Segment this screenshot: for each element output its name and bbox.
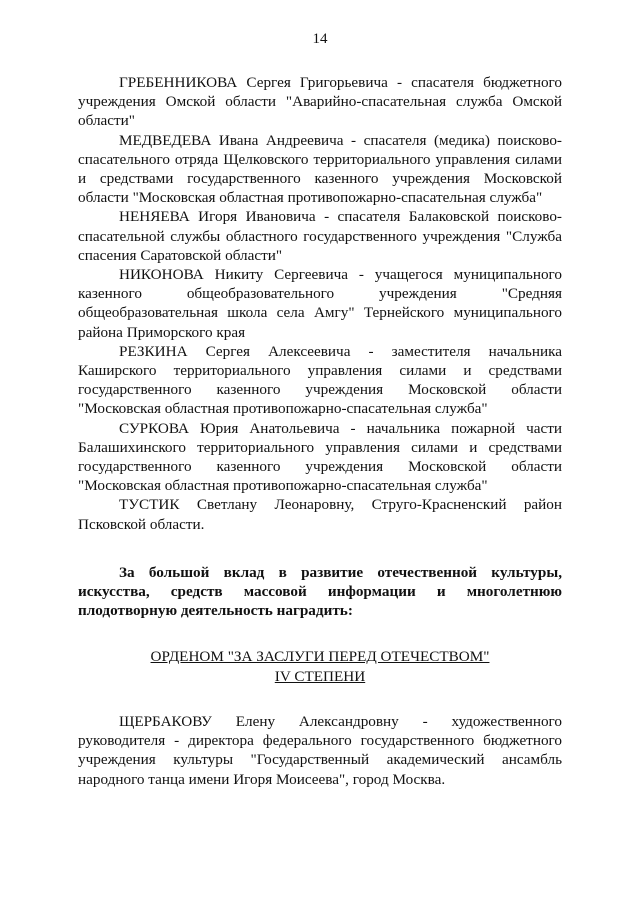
order-heading: [78, 647, 562, 685]
award-entry-tustik: ТУСТИК Светлану Леонаровну, Струго-Красненский район Псковской области.: [78, 496, 562, 533]
section-intro: За большой вклад в развитие отечественной культуры, искусства, средств массовой информации и многолетнюю плодотворную деятельность наградить:: [78, 563, 562, 620]
award-entry-nenyaev: НЕНЯЕВА Игоря Ивановича - спасателя Балаковской поисково-спасательной службы областного государственного учреждения "Служба спасения Саратовской области": [78, 208, 562, 264]
page-number: 14: [312, 31, 328, 47]
award-entry-grebennikov: ГРЕБЕННИКОВА Сергея Григорьевича - спасателя бюджетного учреждения Омской области "Аварийно-спасательная служба Омской области": [78, 74, 562, 130]
document-body: [78, 73, 562, 789]
award-entry-medvedev: МЕДВЕДЕВА Ивана Андреевича - спасателя (медика) поисково-спасательного отряда Щелковского территориального управления силами и средствами государственного казенного учреждения Московской области "Московская областная противопожарно-спасательная служба": [78, 131, 562, 207]
award-entry-nikonov: НИКОНОВА Никиту Сергеевича - учащегося муниципального казенного общеобразовательного учреждения "Средняя общеобразовательная школа села Амгу" Тернейского муниципального района Приморского края: [78, 266, 562, 341]
award-entry-rezkin: РЕЗКИНА Сергея Алексеевича - заместителя начальника Каширского территориального управления силами и средствами государственного казенного учреждения Московской области "Московская областная противопожарно-спасательная служба": [78, 342, 562, 418]
order-title: ОРДЕНОМ "ЗА ЗАСЛУГИ ПЕРЕД ОТЕЧЕСТВОМ": [150, 648, 490, 666]
order-degree: IV СТЕПЕНИ: [274, 667, 366, 685]
award-entry-shcherbakova: ЩЕРБАКОВУ Елену Александровну - художественного руководителя - директора федерального государственного бюджетного учреждения культуры "Государственный академический ансамбль народного танца имени Игоря Моисеева", город Москва.: [78, 712, 562, 788]
award-entry-surkov: СУРКОВА Юрия Анатольевича - начальника пожарной части Балашихинского территориального управления силами и средствами государственного казенного учреждения Московской области "Московская областная противопожарно-спасательная служба": [78, 419, 562, 495]
